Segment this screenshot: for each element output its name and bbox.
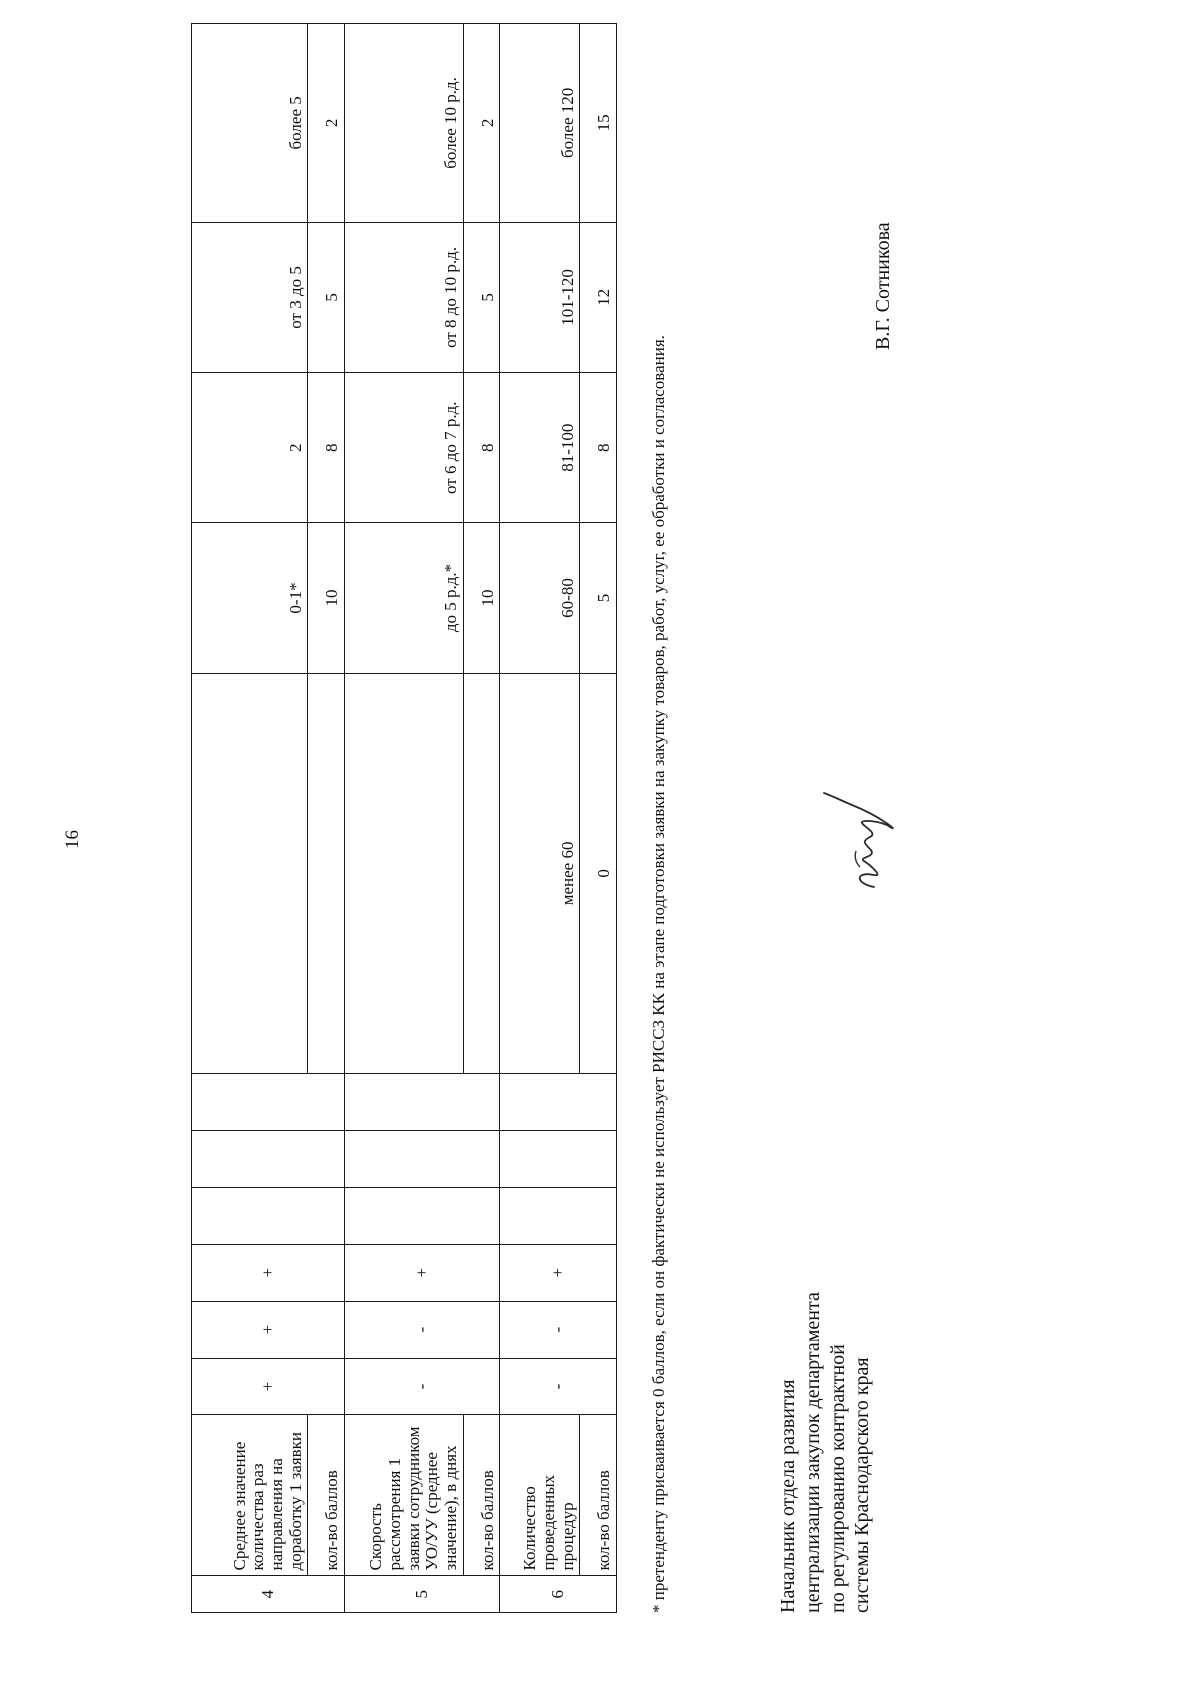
mark-cell (500, 1187, 617, 1244)
value-range-cell: от 6 до 7 р.д. (345, 373, 464, 523)
criterion-cell: Скорость рассмотрения 1 заявки сотрудником УО/УУ (среднее значение), в днях (345, 1415, 464, 1576)
score-cell: 5 (463, 222, 500, 372)
score-cell (463, 673, 500, 1073)
criteria-table-body (192, 24, 617, 1613)
score-cell: 5 (308, 222, 345, 372)
score-cell: 8 (308, 373, 345, 523)
mark-cell: + (192, 1244, 345, 1301)
score-cell (308, 673, 345, 1073)
value-range-cell: 81-100 (500, 373, 580, 523)
table-row (500, 24, 580, 1613)
table-row (345, 24, 464, 1613)
table-row (192, 24, 308, 1613)
signatory-name: В.Г. Сотникова (872, 222, 894, 350)
mark-cell (345, 1074, 500, 1131)
signatory-title-line: Начальник отдела развития (777, 1379, 799, 1613)
page-number: 16 (62, 830, 83, 849)
mark-cell: + (192, 1358, 345, 1415)
score-cell: 2 (463, 24, 500, 223)
score-cell: 5 (580, 523, 617, 673)
row-number-cell: 5 (345, 1576, 500, 1613)
score-cell: 10 (308, 523, 345, 673)
score-cell: 12 (580, 222, 617, 372)
mark-cell (500, 1074, 617, 1131)
value-range-cell: более 120 (500, 24, 580, 223)
value-range-cell: 101-120 (500, 222, 580, 372)
value-range-cell: менее 60 (500, 673, 580, 1073)
score-cell: 2 (308, 24, 345, 223)
row-number-cell: 4 (192, 1576, 345, 1613)
mark-cell: + (500, 1244, 617, 1301)
score-label-cell: кол-во баллов (580, 1415, 617, 1576)
mark-cell: - (500, 1301, 617, 1358)
value-range-cell: от 8 до 10 р.д. (345, 222, 464, 372)
mark-cell: + (345, 1244, 500, 1301)
row-number-cell: 6 (500, 1576, 617, 1613)
signatory-title-line: системы Краснодарского края (851, 1357, 874, 1613)
mark-cell (345, 1131, 500, 1188)
signatory-title-line: централизации закупок департамента (801, 1292, 824, 1613)
value-range-cell: до 5 р.д.* (345, 523, 464, 673)
mark-cell (192, 1187, 345, 1244)
mark-cell (345, 1187, 500, 1244)
signatory-title-line: по регулированию контрактной (826, 1344, 849, 1613)
value-range-cell: 60-80 (500, 523, 580, 673)
mark-cell: - (345, 1301, 500, 1358)
score-label-cell: кол-во баллов (308, 1415, 345, 1576)
mark-cell (192, 1131, 345, 1188)
footnote: * претенденту присваивается 0 баллов, если он фактически не использует РИССЗ КК на этапе подготовки заявки на закупку товаров, работ, услуг, ее обработки и согласования. (649, 335, 668, 1613)
score-cell: 0 (580, 673, 617, 1073)
mark-cell (192, 1074, 345, 1131)
handwritten-signature-icon (812, 787, 912, 897)
signatory-title (776, 1292, 875, 1613)
value-range-cell: более 10 р.д. (345, 24, 464, 223)
score-label-cell: кол-во баллов (463, 1415, 500, 1576)
score-cell: 8 (463, 373, 500, 523)
criterion-cell: Среднее значение количества раз направления на доработку 1 заявки (192, 1415, 308, 1576)
mark-cell: - (345, 1358, 500, 1415)
mark-cell (500, 1131, 617, 1188)
score-cell: 15 (580, 24, 617, 223)
value-range-cell (192, 673, 308, 1073)
value-range-cell: более 5 (192, 24, 308, 223)
criteria-table (191, 23, 617, 1613)
value-range-cell (345, 673, 464, 1073)
value-range-cell: 2 (192, 373, 308, 523)
mark-cell: - (500, 1358, 617, 1415)
score-cell: 10 (463, 523, 500, 673)
value-range-cell: 0-1* (192, 523, 308, 673)
mark-cell: + (192, 1301, 345, 1358)
criterion-cell: Количество проведенных процедур (500, 1415, 580, 1576)
value-range-cell: от 3 до 5 (192, 222, 308, 372)
score-cell: 8 (580, 373, 617, 523)
